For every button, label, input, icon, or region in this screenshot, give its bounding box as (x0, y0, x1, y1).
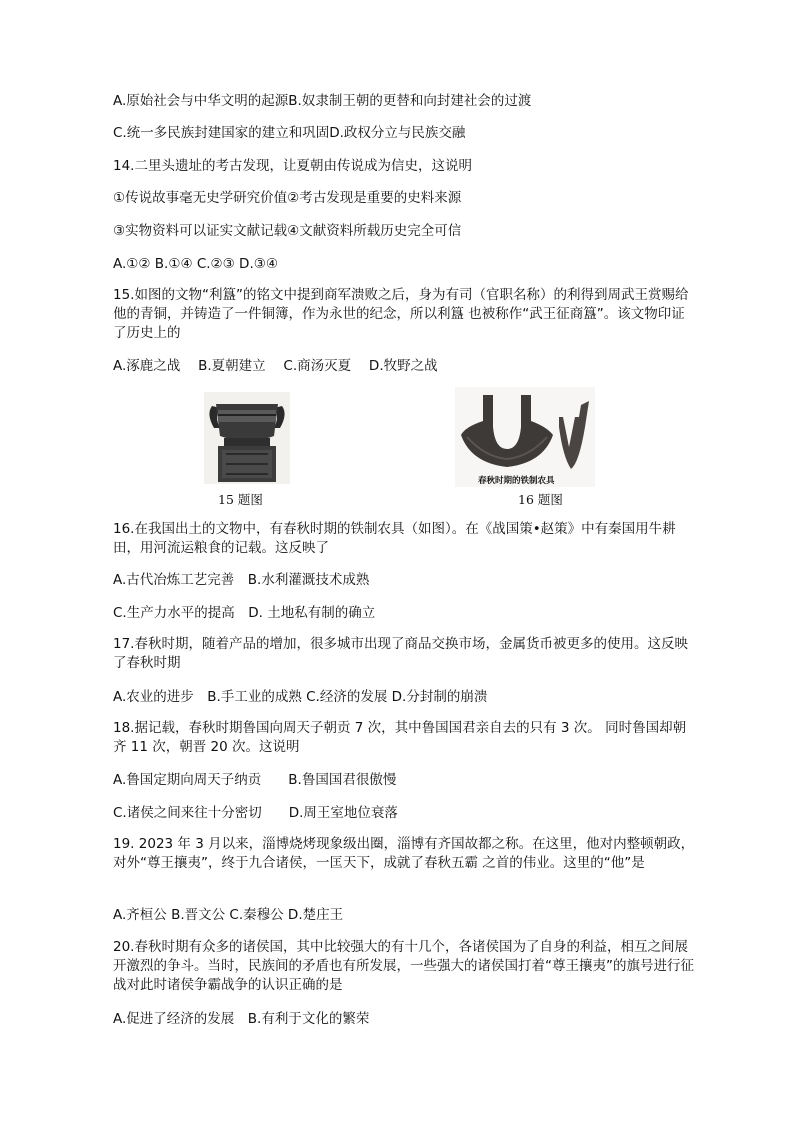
q14-stem: 14.二里头遗址的考古发现，让夏朝由传说成为信史，这说明 (113, 158, 472, 174)
fig16-inner-label: 春秋时期的铁制农具 (478, 476, 555, 486)
iron-tools-image (455, 387, 595, 487)
q13-options-ab: A.原始社会与中华文明的起源B.奴隶制王朝的更替和向封建社会的过渡 (113, 93, 532, 109)
q14-items-2: ③实物资料可以证实文献记载④文献资料所载历史完全可信 (113, 223, 462, 239)
q19-stem: 19. 2023 年 3 月以来，淄博烧烤现象级出圈，淄博有齐国故都之称。在这里，他对内整顿朝政，对外“尊王攘夷”，终于九合诸侯，一匡天下，成就了春秋五霸 之首的伟业。这里的“他”是 (113, 836, 695, 871)
q15-stem: 15.如图的文物“利簋”的铭文中提到商军溃败之后，身为有司（官职名称）的利得到周武王赏赐给他的青铜，并铸造了一件铜簿，作为永世的纪念，所以利簋 也被称作“武王征商簋”。该文物印证了历史上的 (113, 287, 689, 341)
q19-options: A.齐桓公 B.晋文公 C.秦穆公 D.楚庄王 (113, 907, 344, 923)
q14-options: A.①② B.①④ C.②③ D.③④ (113, 256, 278, 272)
q13-options-cd: C.统一多民族封建国家的建立和巩固D.政权分立与民族交融 (113, 125, 466, 141)
fig16-caption: 16 题图 (518, 492, 563, 507)
q17-options: A.农业的进步 B.手工业的成熟 C.经济的发展 D.分封制的崩溃 (113, 689, 488, 705)
q20-options-ab: A.促进了经济的发展 B.有利于文化的繁荣 (113, 1011, 370, 1027)
q18-options-cd: C.诸侯之间来往十分密切 D.周王室地位衰落 (113, 805, 398, 821)
fig15-caption: 15 题图 (218, 492, 263, 507)
liGui-bronze-vessel-image (204, 392, 290, 484)
q18-options-ab: A.鲁国定期向周天子纳贡 B.鲁国国君很傲慢 (113, 772, 397, 788)
q16-stem: 16.在我国出土的文物中，有春秋时期的铁制农具（如图）。在《战国策•赵策》中有秦国用牛耕田，用河流运粮食的记载。这反映了 (113, 521, 676, 556)
q15-options: A.涿鹿之战 B.夏朝建立 C.商汤灭夏 D.牧野之战 (113, 358, 438, 374)
q14-items-1: ①传说故事毫无史学研究价值②考古发现是重要的史料来源 (113, 190, 462, 206)
q20-stem: 20.春秋时期有众多的诸侯国，其中比较强大的有十几个，各诸侯国为了自身的利益，相互之间展开激烈的争斗。当时，民族间的矛盾也有所发展，一些强大的诸侯国打着“尊王攘夷”的旗号进行征战对此时诸侯争霸战争的认识正确的是 (113, 939, 694, 993)
q16-options-ab: A.古代冶炼工艺完善 B.水利灌溉技术成熟 (113, 572, 370, 588)
q18-stem: 18.据记载，春秋时期鲁国向周天子朝贡 7 次，其中鲁国国君亲自去的只有 3 次。 同时鲁国却朝齐 11 次，朝晋 20 次。这说明 (113, 720, 687, 755)
q16-options-cd: C.生产力水平的提高 D. 土地私有制的确立 (113, 605, 376, 621)
q17-stem: 17.春秋时期，随着产品的增加，很多城市出现了商品交换市场，金属货币被更多的使用。这反映了春秋时期 (113, 636, 688, 671)
